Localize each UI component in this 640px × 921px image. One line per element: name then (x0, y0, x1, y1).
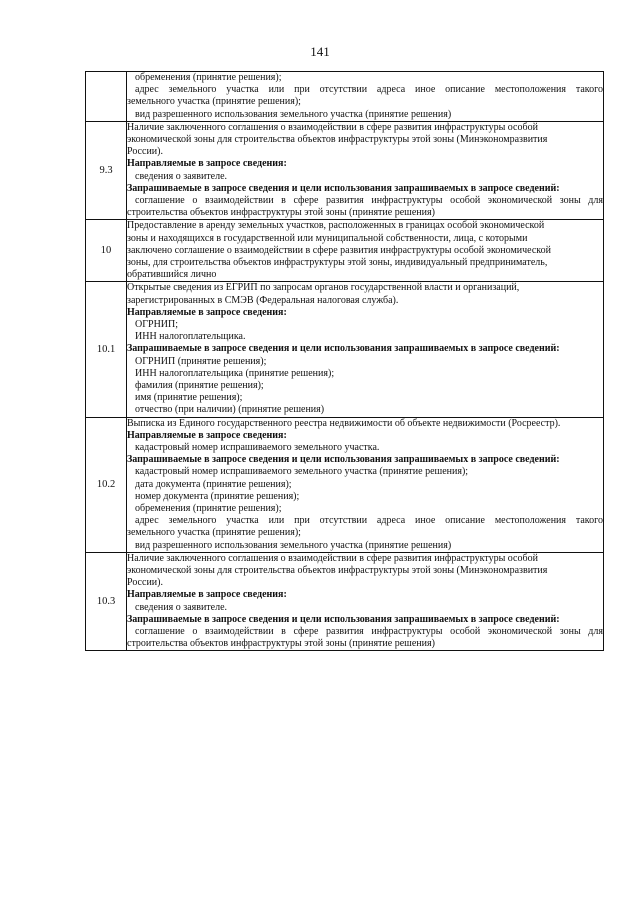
section-heading-line: Направляемые в запросе сведения: (127, 158, 287, 170)
section-heading-line: Направляемые в запросе сведения: (127, 589, 287, 601)
row-number-cell: 10.1 (86, 282, 127, 417)
text-line: номер документа (принятие решения); (135, 490, 300, 502)
row-number-cell: 9.3 (86, 121, 127, 220)
text-line: России). (127, 577, 163, 589)
text-line: строительства объектов инфраструктуры этой зоны (принятие решения) (127, 207, 435, 219)
text-line: соглашение о взаимодействии в сфере развития инфраструктуры особой экономической зоны для (135, 626, 603, 638)
section-heading-line: Запрашиваемые в запросе сведения и цели использования запрашиваемых в запросе сведений: (127, 182, 560, 194)
text-line: отчество (при наличии) (принятие решения) (135, 404, 325, 416)
table-row (86, 72, 604, 122)
text-line: земельного участка (принятие решения); (127, 96, 301, 108)
text-line: адрес земельного участка или при отсутствии адреса иное описание местоположения такого (135, 515, 603, 527)
text-line: соглашение о взаимодействии в сфере развития инфраструктуры особой экономической зоны для (135, 195, 603, 207)
row-content-cell (127, 417, 604, 552)
text-line: вид разрешенного использования земельного участка (принятие решения) (135, 539, 452, 551)
text-line: сведения о заявителе. (135, 170, 228, 182)
table-row (86, 220, 604, 282)
row-number-cell (86, 72, 127, 122)
page-number: 141 (310, 44, 330, 59)
text-line: зоны, для строительства объектов инфраструктуры этой зоны, индивидуальный предприниматель, (127, 257, 548, 269)
text-line: ОГРНИП; (135, 319, 179, 331)
text-line: ОГРНИП (принятие решения); (135, 355, 267, 367)
text-line: зарегистрированных в СМЭВ (Федеральная налоговая служба). (127, 294, 399, 306)
text-line: экономической зоны для строительства объектов инфраструктуры этой зоны (Минэкономразвития (127, 134, 548, 145)
text-line: Наличие заключенного соглашения о взаимодействии в сфере развития инфраструктуры особой (127, 121, 538, 133)
text-line: Выписка из Единого государственного реестра недвижимости об объекте недвижимости (Росреестр). (127, 417, 561, 429)
requirements-table (85, 71, 604, 651)
text-line: Наличие заключенного соглашения о взаимодействии в сфере развития инфраструктуры особой (127, 552, 538, 564)
text-line: ИНН налогоплательщика. (135, 331, 246, 343)
text-line: заключено соглашение о взаимодействии в сфере развития инфраструктуры особой экономической (127, 244, 551, 256)
row-content-cell (127, 121, 604, 220)
text-line: России). (127, 146, 163, 158)
table-row (86, 552, 604, 651)
table-body (86, 72, 604, 651)
row-content-cell (127, 552, 604, 651)
text-line: имя (принятие решения); (135, 392, 243, 404)
text-line: Предоставление в аренду земельных участков, расположенных в границах особой экономической (127, 220, 545, 232)
text-line: обременения (принятие решения); (135, 72, 282, 83)
text-line: зоны и находящихся в государственной или муниципальной собственности, лица, с которыми (127, 232, 528, 244)
text-line: земельного участка (принятие решения); (127, 527, 301, 539)
table-row (86, 121, 604, 220)
text-line: вид разрешенного использования земельного участка (принятие решения) (135, 108, 452, 120)
section-heading-line: Направляемые в запросе сведения: (127, 429, 287, 441)
text-line: фамилия (принятие решения); (135, 380, 264, 392)
table-row (86, 417, 604, 552)
text-line: ИНН налогоплательщика (принятие решения); (135, 367, 335, 379)
row-number-cell: 10.2 (86, 417, 127, 552)
section-heading-line: Запрашиваемые в запросе сведения и цели использования запрашиваемых в запросе сведений: (127, 613, 560, 625)
text-line: экономической зоны для строительства объектов инфраструктуры этой зоны (Минэкономразвития (127, 565, 548, 577)
text-line: адрес земельного участка или при отсутствии адреса иное описание местоположения такого (135, 84, 603, 96)
text-line: кадастровый номер испрашиваемого земельного участка (принятие решения); (135, 466, 469, 478)
text-line: обратившийся лично (127, 269, 217, 281)
section-heading-line: Направляемые в запросе сведения: (127, 306, 287, 318)
row-content-cell (127, 282, 604, 417)
text-line: обременения (принятие решения); (135, 503, 282, 515)
text-line: дата документа (принятие решения); (135, 478, 292, 490)
text-line: строительства объектов инфраструктуры этой зоны (принятие решения) (127, 638, 435, 650)
row-content-cell (127, 220, 604, 282)
text-line: Открытые сведения из ЕГРИП по запросам органов государственной власти и организаций, (127, 282, 520, 294)
row-content-cell (127, 72, 604, 122)
text-line: кадастровый номер испрашиваемого земельного участка. (135, 442, 380, 454)
text-line: сведения о заявителе. (135, 601, 228, 613)
section-heading-line: Запрашиваемые в запросе сведения и цели использования запрашиваемых в запросе сведений: (127, 343, 560, 355)
row-number-cell: 10 (86, 220, 127, 282)
row-number-cell: 10.3 (86, 552, 127, 651)
table-row (86, 282, 604, 417)
section-heading-line: Запрашиваемые в запросе сведения и цели использования запрашиваемых в запросе сведений: (127, 454, 560, 466)
